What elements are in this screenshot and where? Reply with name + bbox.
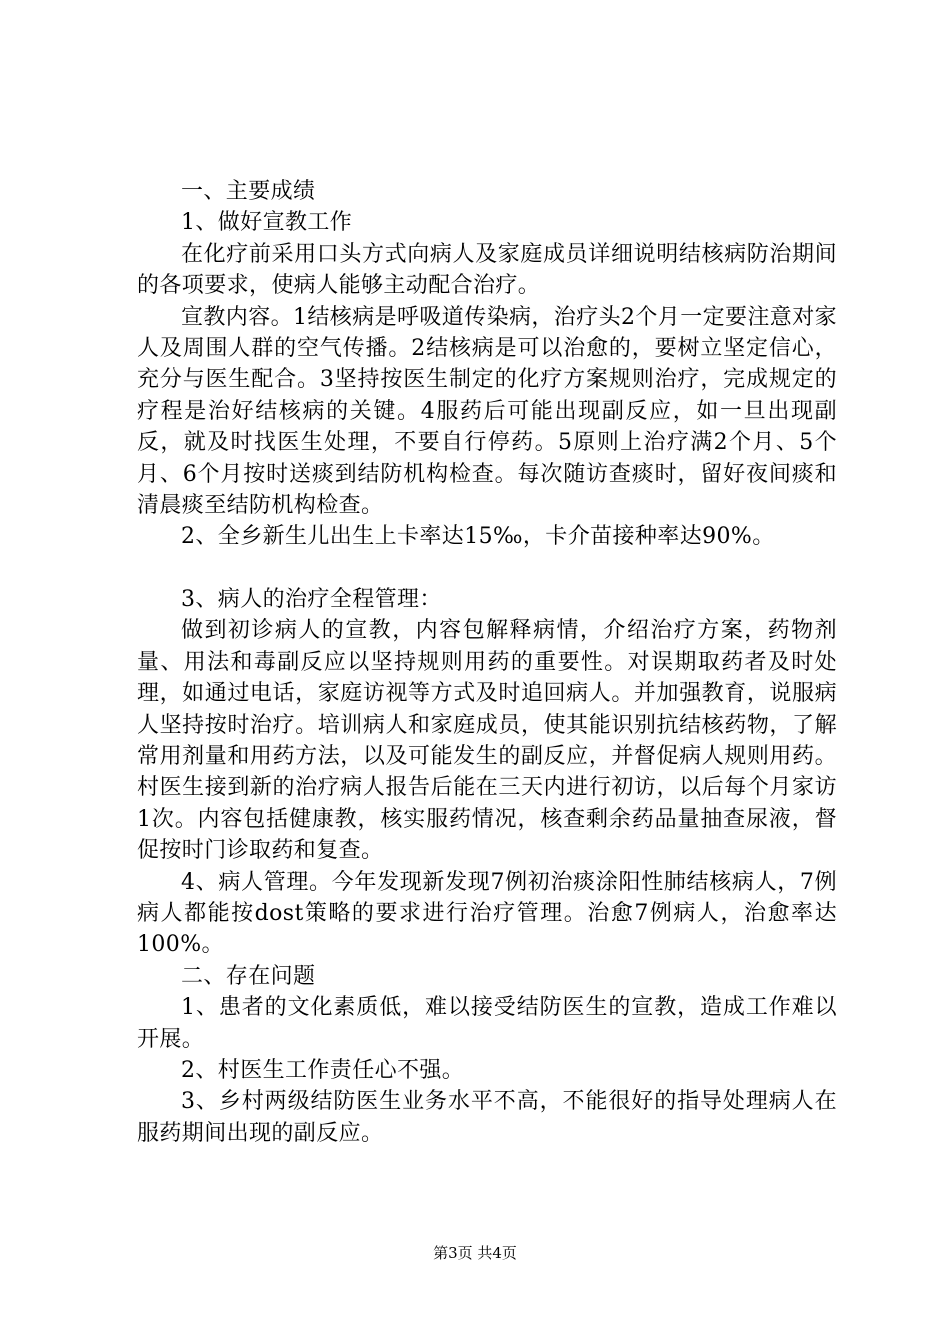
- page-number-footer: 第3页 共4页: [433, 1244, 517, 1262]
- paragraph-problem-2: 2、村医生工作责任心不强。: [181, 1057, 465, 1083]
- paragraph-treatment-management: 做到初诊病人的宣教，内容包解释病情，介绍治疗方案，药物剂量、用法和毒副反应以坚持规则用药的重要性。对误期取药者及时处理，如通过电话，家庭访视等方式及时追回病人。并加强教育，说服病人坚持按时治疗。培训病人和家庭成员，使其能识别抗结核药物，了解常用剂量和用药方法，以及可能发生的副反应，并督促病人规则用药。村医生接到新的治疗病人报告后能在三天内进行初访，以后每个月家访1次。内容包括健康教，核实服药情况，核查剩余药品量抽查尿液，督促按时门诊取药和复查。: [137, 618, 837, 864]
- paragraph-publicity-content: 宣教内容。1结核病是呼吸道传染病，治疗头2个月一定要注意对家人及周围人群的空气传播。2结核病是可以治愈的，要树立坚定信心，充分与医生配合。3坚持按医生制定的化疗方案规则治疗，完成规定的疗程是治好结核病的关键。4服药后可能出现副反应，如一旦出现副反，就及时找医生处理，不要自行停药。5原则上治疗满2个月、5个月、6个月按时送痰到结防机构检查。每次随访查痰时，留好夜间痰和清晨痰至结防机构检查。: [137, 304, 837, 519]
- subheading-treatment-management: 3、病人的治疗全程管理：: [181, 586, 442, 612]
- heading-main-achievements: 一、主要成绩: [181, 179, 316, 204]
- paragraph-problem-1: 1、患者的文化素质低，难以接受结防医生的宣教，造成工作难以开展。: [137, 995, 837, 1052]
- blank-line: [137, 553, 837, 584]
- heading-existing-problems: 二、存在问题: [181, 963, 316, 989]
- paragraph-pre-treatment-explanation: 在化疗前采用口头方式向病人及家庭成员详细说明结核病防治期间的各项要求，使病人能够主动配合治疗。: [137, 241, 837, 299]
- document-body: [137, 176, 837, 1149]
- paragraph-problem-3: 3、乡村两级结防医生业务水平不高，不能很好的指导处理病人在服药期间出现的副反应。: [137, 1089, 837, 1146]
- subheading-publicity-work: 1、做好宣教工作: [181, 210, 353, 236]
- paragraph-patient-management: 4、病人管理。今年发现新发现7例初治痰涂阳性肺结核病人，7例病人都能按dost策略的要求进行治疗管理。治愈7例病人，治愈率达100%。: [137, 869, 837, 958]
- paragraph-newborn-vaccination: 2、全乡新生儿出生上卡率达15‰，卡介苗接种率达90%。: [181, 524, 775, 550]
